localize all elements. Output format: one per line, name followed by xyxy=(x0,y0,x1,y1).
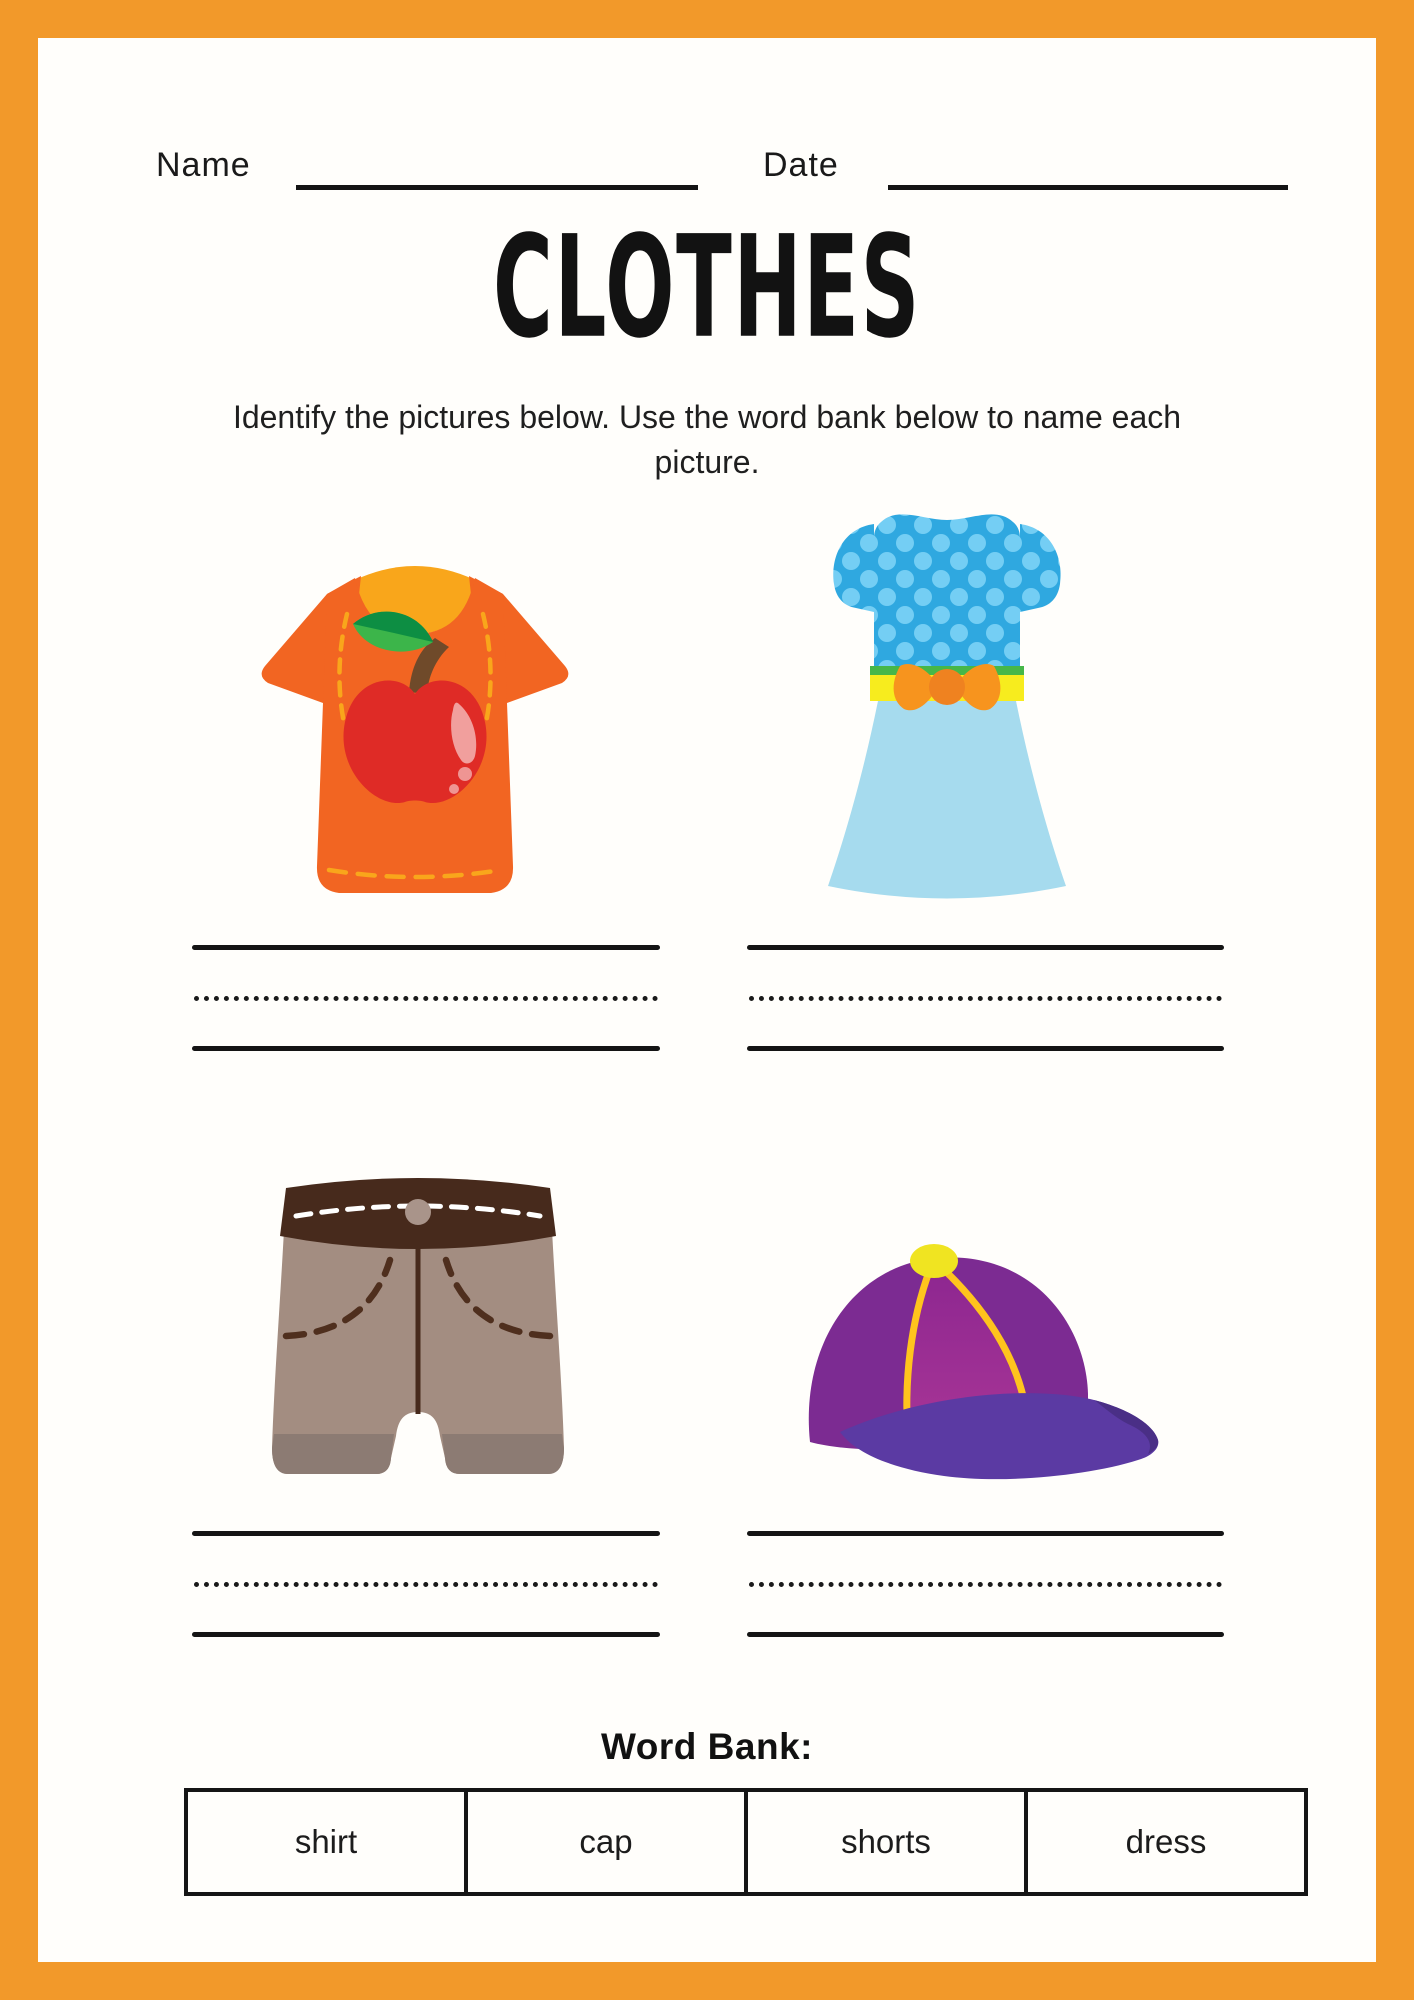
word-bank-table xyxy=(184,1788,1308,1896)
answer-line xyxy=(747,1531,1224,1536)
answer-line xyxy=(747,1046,1224,1051)
shirt-icon xyxy=(243,540,588,912)
date-write-line[interactable] xyxy=(888,185,1288,190)
answer-line xyxy=(192,1046,660,1051)
shorts-icon xyxy=(250,1174,586,1488)
word-bank-cell: shorts xyxy=(744,1792,1024,1892)
cap-icon xyxy=(798,1226,1164,1486)
word-bank-cell: dress xyxy=(1024,1792,1304,1892)
answer-dotted-line xyxy=(749,1582,1222,1587)
shirt-illustration xyxy=(243,540,588,912)
answer-dotted-line xyxy=(749,996,1222,1001)
name-write-line[interactable] xyxy=(296,185,698,190)
word-bank-cell: cap xyxy=(464,1792,744,1892)
dress-illustration xyxy=(788,498,1106,903)
answer-lines-dress[interactable] xyxy=(747,945,1224,1055)
answer-line xyxy=(747,945,1224,950)
answer-line xyxy=(192,945,660,950)
date-label: Date xyxy=(763,146,839,184)
dress-icon xyxy=(788,498,1106,903)
worksheet-paper xyxy=(38,38,1376,1962)
answer-dotted-line xyxy=(194,996,658,1001)
word-bank-cell: shirt xyxy=(294,1823,358,1860)
cap-illustration xyxy=(798,1226,1164,1486)
answer-line xyxy=(192,1531,660,1536)
answer-lines-shirt[interactable] xyxy=(192,945,660,1055)
answer-line xyxy=(747,1632,1224,1637)
instructions-text: Identify the pictures below. Use the word bank below to name each picture. xyxy=(232,399,1182,481)
page-title: CLOTHES xyxy=(492,206,921,371)
word-bank-heading: Word Bank: xyxy=(601,1726,813,1767)
shorts-illustration xyxy=(250,1174,586,1488)
answer-dotted-line xyxy=(194,1582,658,1587)
answer-lines-cap[interactable] xyxy=(747,1531,1224,1641)
answer-line xyxy=(192,1632,660,1637)
name-label: Name xyxy=(156,146,251,184)
answer-lines-shorts[interactable] xyxy=(192,1531,660,1641)
